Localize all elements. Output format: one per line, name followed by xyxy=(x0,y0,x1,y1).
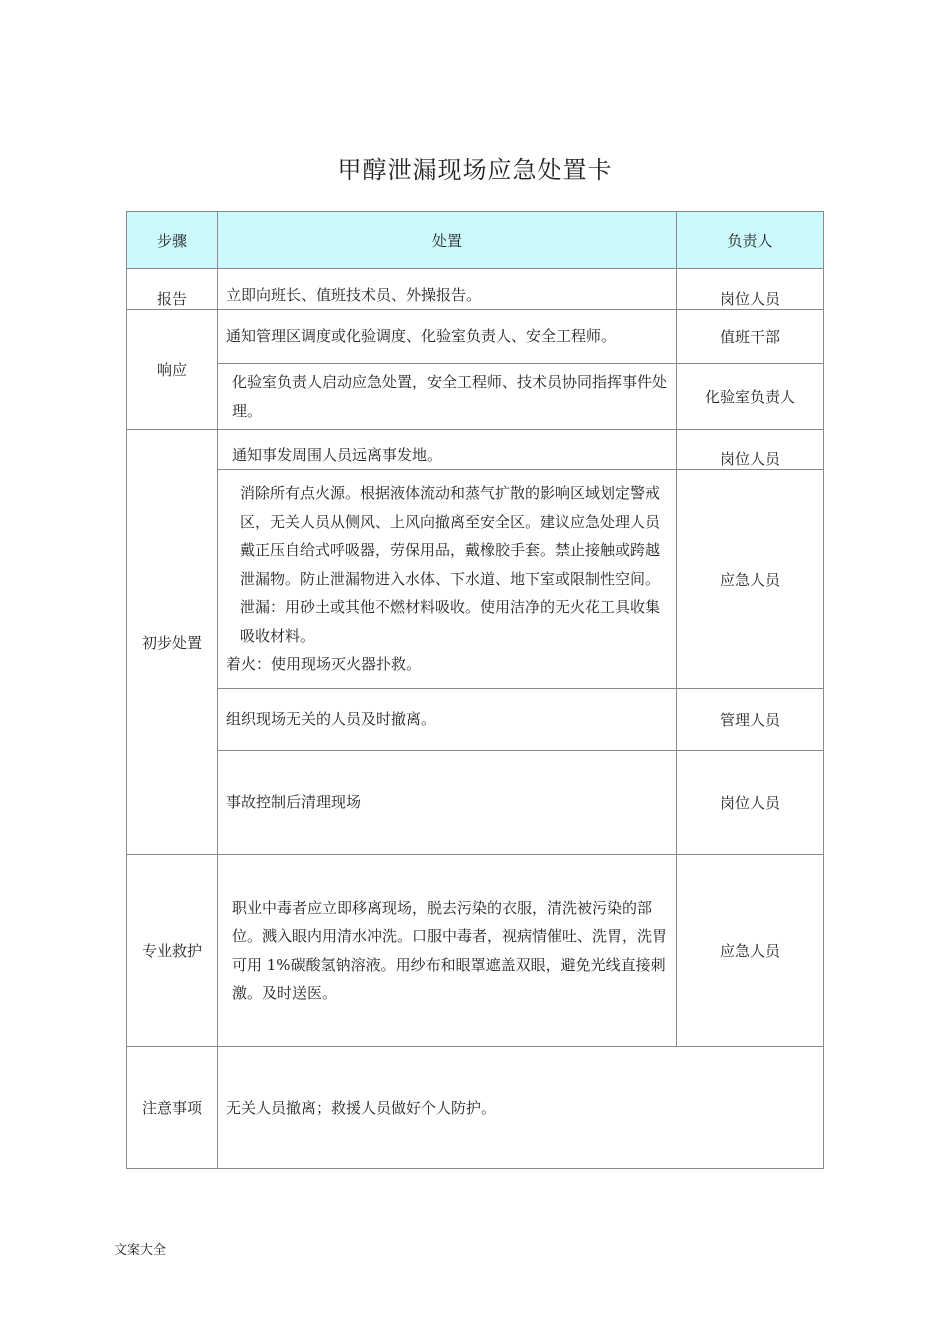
table-row xyxy=(127,470,824,689)
emergency-card-table xyxy=(126,211,824,1169)
person-cell: 应急人员 xyxy=(677,470,824,689)
table-row xyxy=(127,751,824,855)
person-cell: 岗位人员 xyxy=(677,269,824,310)
action-cell xyxy=(218,470,677,689)
action-cell: 通知管理区调度或化验调度、化验室负责人、安全工程师。 xyxy=(218,310,677,364)
table-row xyxy=(127,269,824,310)
table-row xyxy=(127,689,824,751)
person-cell: 管理人员 xyxy=(677,689,824,751)
step-report: 报告 xyxy=(127,269,218,310)
action-cell: 化验室负责人启动应急处置，安全工程师、技术员协同指挥事件处理。 xyxy=(218,364,677,430)
table-row xyxy=(127,430,824,470)
footer-text: 文案大全 xyxy=(114,1243,167,1258)
table-row xyxy=(127,855,824,1047)
step-rescue: 专业救护 xyxy=(127,855,218,1047)
header-person: 负责人 xyxy=(677,212,824,269)
header-row xyxy=(127,212,824,269)
action-cell: 通知事发周围人员远离事发地。 xyxy=(218,430,677,470)
table-row xyxy=(127,310,824,364)
step-response: 响应 xyxy=(127,310,218,430)
action-cell: 立即向班长、值班技术员、外操报告。 xyxy=(218,269,677,310)
table-row xyxy=(127,1047,824,1169)
person-cell: 化验室负责人 xyxy=(677,364,824,430)
person-cell: 岗位人员 xyxy=(677,430,824,470)
person-cell: 应急人员 xyxy=(677,855,824,1047)
table-row xyxy=(127,364,824,430)
step-initial: 初步处置 xyxy=(127,430,218,855)
header-step: 步骤 xyxy=(127,212,218,269)
person-cell: 值班干部 xyxy=(677,310,824,364)
action-cell: 事故控制后清理现场 xyxy=(218,751,677,855)
header-action: 处置 xyxy=(218,212,677,269)
notes-cell: 无关人员撤离；救援人员做好个人防护。 xyxy=(218,1047,824,1169)
person-cell: 岗位人员 xyxy=(677,751,824,855)
action-cell: 组织现场无关的人员及时撤离。 xyxy=(218,689,677,751)
page-title: 甲醇泄漏现场应急处置卡 xyxy=(337,156,613,184)
action-paragraph: 着火：使用现场灭火器扑救。 xyxy=(226,655,422,674)
action-paragraph: 消除所有点火源。根据液体流动和蒸气扩散的影响区域划定警戒区，无关人员从侧风、上风向撤离至安全区。建议应急处理人员戴正压自给式呼吸器，劳保用品，戴橡胶手套。禁止接触或跨越泄漏物。防止泄漏物进入水体、下水道、地下室或限制性空间。泄漏：用砂土或其他不燃材料吸收。使用洁净的无火花工具收集吸收材料。 xyxy=(240,484,661,645)
step-notes: 注意事项 xyxy=(127,1047,218,1169)
action-cell: 职业中毒者应立即移离现场，脱去污染的衣服，清洗被污染的部位。溅入眼内用清水冲洗。口服中毒者，视病情催吐、洗胃，洗胃可用 1%碳酸氢钠溶液。用纱布和眼罩遮盖双眼，避免光线直接刺激。及时送医。 xyxy=(218,855,677,1047)
